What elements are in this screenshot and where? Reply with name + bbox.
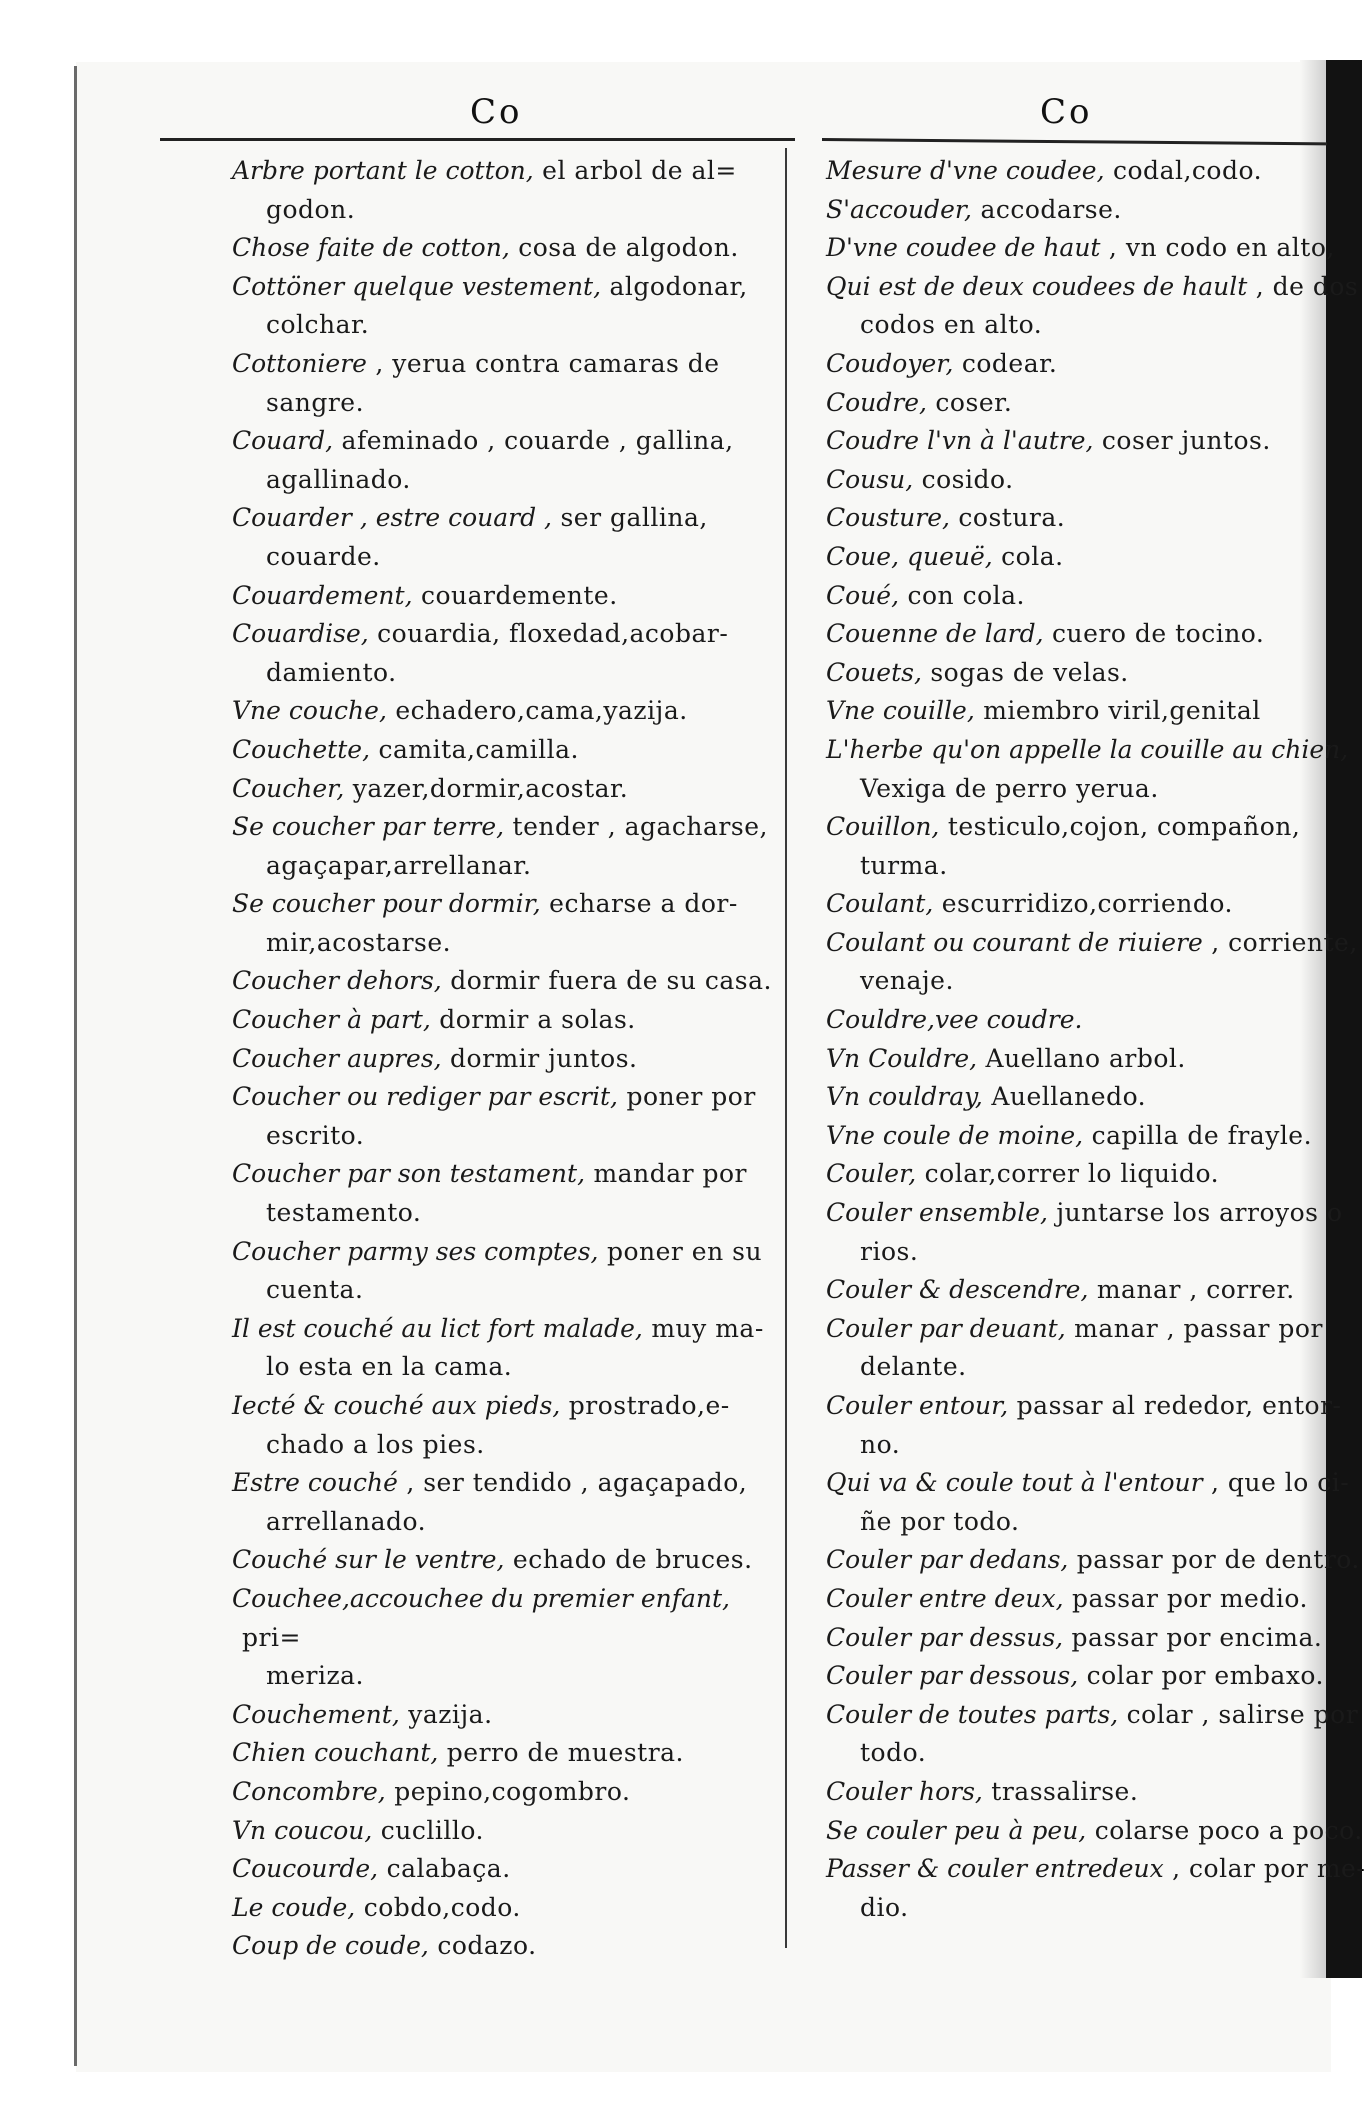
dictionary-entry (232, 731, 772, 770)
dictionary-entry (232, 962, 772, 1001)
dictionary-entry (232, 1001, 772, 1040)
dictionary-column-right (826, 152, 1365, 1927)
dictionary-entry (232, 1040, 772, 1079)
french-headword: Couchette, (232, 734, 371, 764)
dictionary-entry (826, 1657, 1324, 1696)
french-headword: Couardise, (232, 619, 369, 649)
spanish-translation: dio. (860, 1892, 909, 1922)
spanish-translation: rios. (860, 1236, 919, 1266)
french-headword: Couler & descendre, (826, 1275, 1089, 1305)
entry-continuation (826, 962, 1306, 1001)
spanish-translation: testamento. (266, 1198, 422, 1228)
dictionary-entry (232, 229, 772, 268)
spanish-translation: ser gallina, (552, 503, 708, 533)
dictionary-entry (826, 885, 1306, 924)
spanish-translation: agallinado. (266, 464, 411, 494)
dictionary-entry (232, 1696, 772, 1735)
dictionary-entry (232, 1310, 772, 1349)
dictionary-entry (826, 1696, 1359, 1735)
spanish-translation: cobdo,codo. (355, 1892, 521, 1922)
spanish-translation: couardia, floxedad,acobar- (368, 619, 729, 649)
spanish-translation: yazija. (399, 1699, 493, 1729)
french-headword: Couché sur le ventre, (232, 1545, 505, 1575)
dictionary-entry (232, 1773, 772, 1812)
dictionary-entry (826, 1155, 1306, 1194)
spanish-translation: con cola. (899, 580, 1025, 610)
dictionary-entry (232, 885, 772, 924)
entry-continuation (232, 461, 772, 500)
french-headword: Se couler peu à peu, (826, 1815, 1087, 1845)
french-headword: Coucher aupres, (232, 1043, 442, 1073)
page-left-edge (74, 66, 77, 2066)
spanish-translation: damiento. (266, 657, 397, 687)
french-headword: Couenne de lard, (826, 619, 1044, 649)
head-rule-left (160, 138, 795, 141)
french-headword: Coucher, (232, 773, 345, 803)
spanish-translation: passar por medio. (1063, 1583, 1308, 1613)
dictionary-entry (232, 577, 772, 616)
spanish-translation: poner en su (598, 1236, 763, 1266)
spanish-translation: coser juntos. (1093, 426, 1271, 456)
dictionary-entry (826, 1773, 1306, 1812)
spanish-translation: no. (860, 1429, 901, 1459)
entry-continuation (232, 384, 772, 423)
spanish-translation: , que lo ci- (1202, 1468, 1350, 1498)
dictionary-entry (232, 422, 772, 461)
french-headword: Couard, (232, 426, 334, 456)
french-headword: Coudre l'vn à l'autre, (826, 426, 1094, 456)
spanish-translation: mir,acostarse. (266, 927, 452, 957)
french-headword: Coudre, (826, 387, 927, 417)
french-headword: Coué, (826, 580, 900, 610)
spanish-translation: colar , salirse por (1118, 1699, 1359, 1729)
dictionary-entry (232, 1734, 772, 1773)
french-headword: Chien couchant, (232, 1738, 439, 1768)
entry-continuation (826, 306, 1306, 345)
entry-continuation (232, 654, 772, 693)
spanish-translation: colar por embaxo. (1078, 1661, 1324, 1691)
dictionary-entry (826, 499, 1306, 538)
spanish-translation: dormir juntos. (441, 1043, 638, 1073)
french-headword: Coulant, (826, 889, 934, 919)
french-headword: Couarder , estre couard , (232, 503, 552, 533)
spanish-translation: godon. (266, 194, 356, 224)
column-divider (785, 148, 787, 1948)
spanish-translation: agaçapar,arrellanar. (266, 850, 532, 880)
french-headword: Coucher ou rediger par escrit, (232, 1082, 618, 1112)
spanish-translation: accodarse. (972, 194, 1122, 224)
entry-continuation (232, 1271, 772, 1310)
french-headword: Couler par dessus, (826, 1622, 1064, 1652)
spanish-translation: echado de bruces. (504, 1545, 753, 1575)
spanish-translation: todo. (860, 1738, 927, 1768)
french-headword: Coue, queuë, (826, 541, 993, 571)
spanish-translation: passar por encima. (1063, 1622, 1323, 1652)
dictionary-column-left (232, 152, 772, 1966)
spanish-translation: arrellanado. (266, 1506, 427, 1536)
french-headword: Vn Couldre, (826, 1043, 978, 1073)
spanish-translation: trassalirse. (982, 1776, 1139, 1806)
entry-continuation (826, 1348, 1306, 1387)
spanish-translation: , yerua contra camaras de (366, 348, 720, 378)
french-headword: Concombre, (232, 1776, 386, 1806)
french-headword: Mesure d'vne coudee, (826, 156, 1105, 185)
french-headword: Couardement, (232, 580, 413, 610)
dictionary-entry (232, 615, 772, 654)
spanish-translation: sangre. (266, 387, 365, 417)
spanish-translation: dormir fuera de su casa. (441, 966, 772, 996)
spanish-translation: echarse a dor- (540, 889, 738, 919)
spanish-translation: poner por (618, 1082, 756, 1112)
spanish-translation: prostrado,e- (560, 1391, 730, 1420)
spanish-translation: miembro viril,genital (974, 696, 1261, 726)
entry-continuation (826, 1889, 1306, 1928)
french-headword: Estre couché (232, 1468, 398, 1498)
spanish-translation: codazo. (428, 1931, 537, 1961)
dictionary-entry (232, 808, 772, 847)
french-headword: Vn couldray, (826, 1082, 983, 1112)
spanish-translation: coser. (926, 387, 1013, 417)
spanish-translation: capilla de frayle. (1083, 1120, 1313, 1150)
french-headword: Coup de coude, (232, 1931, 429, 1961)
dictionary-entry (826, 1812, 1363, 1851)
french-headword: Couler entour, (826, 1391, 1009, 1420)
dictionary-entry (232, 770, 772, 809)
dictionary-entry (826, 1619, 1323, 1658)
spanish-translation: colar,correr lo liquido. (916, 1159, 1220, 1189)
dictionary-entry (826, 345, 1306, 384)
french-headword: Se coucher pour dormir, (232, 889, 541, 919)
dictionary-entry (826, 538, 1306, 577)
french-headword: Vn coucou, (232, 1815, 373, 1845)
dictionary-entry (232, 152, 772, 191)
spanish-translation: , corriente, (1202, 927, 1358, 957)
dictionary-entry (826, 1040, 1306, 1079)
entry-continuation (232, 1657, 772, 1696)
french-headword: Il est couché au lict fort malade, (232, 1313, 643, 1343)
dictionary-entry (232, 692, 772, 731)
dictionary-entry (826, 1271, 1306, 1310)
entry-continuation (232, 1117, 772, 1156)
french-headword: Vne coule de moine, (826, 1120, 1084, 1150)
french-headword: D'vne coudee de haut (826, 233, 1101, 263)
spanish-translation: colarse poco a poco. (1086, 1815, 1363, 1845)
dictionary-entry (826, 1117, 1313, 1156)
french-headword: Couler hors, (826, 1776, 983, 1806)
spanish-translation: manar , correr. (1088, 1275, 1295, 1305)
spanish-translation: colchar. (266, 310, 370, 340)
dictionary-entry (232, 1889, 772, 1928)
french-headword: Chose faite de cotton, (232, 233, 510, 263)
spanish-translation: algodonar, (601, 271, 748, 301)
dictionary-entry (826, 461, 1306, 500)
french-headword: Coucourde, (232, 1854, 379, 1884)
spanish-translation: meriza. (266, 1661, 364, 1691)
spanish-translation: yazer,dormir,acostar. (344, 773, 629, 803)
spanish-translation: tender , agacharse, (504, 812, 768, 842)
dictionary-entry (826, 1078, 1306, 1117)
spanish-translation: calabaça. (378, 1854, 511, 1884)
spanish-translation: perro de muestra. (438, 1738, 684, 1768)
dictionary-entry (826, 692, 1306, 731)
dictionary-entry (232, 1812, 772, 1851)
spanish-translation: passar al rededor, entor- (1008, 1391, 1342, 1420)
entry-continuation (232, 538, 772, 577)
dictionary-entry (232, 1580, 772, 1657)
entry-continuation (826, 847, 1306, 886)
entry-continuation (232, 924, 772, 963)
french-headword: Couler par dedans, (826, 1545, 1069, 1575)
dictionary-entry (826, 1580, 1306, 1619)
spanish-translation: couardemente. (412, 580, 618, 610)
spanish-translation: sogas de velas. (921, 657, 1129, 687)
spanish-translation: pepino,cogombro. (385, 1776, 631, 1806)
french-headword: Iecté & couché aux pieds, (232, 1391, 561, 1420)
french-headword: Couler entre deux, (826, 1583, 1064, 1613)
entry-continuation (232, 1348, 772, 1387)
spanish-translation: dormir a solas. (430, 1005, 636, 1035)
spanish-translation: Auellano arbol. (977, 1043, 1186, 1073)
spanish-translation: pri= (242, 1622, 301, 1652)
spanish-translation: escurridizo,corriendo. (933, 889, 1233, 919)
french-headword: Coucher par son testament, (232, 1159, 586, 1189)
french-headword: Qui est de deux coudees de hault (826, 271, 1248, 301)
french-headword: Couler, (826, 1159, 917, 1189)
french-headword: Cottoniere (232, 348, 367, 378)
french-headword: Coudoyer, (826, 348, 954, 378)
spanish-translation: cuclillo. (372, 1815, 484, 1845)
french-headword: Passer & couler entredeux (826, 1854, 1164, 1884)
entry-continuation (232, 847, 772, 886)
entry-continuation (826, 770, 1306, 809)
dictionary-entry (826, 1387, 1342, 1426)
dictionary-entry (826, 1464, 1350, 1503)
french-headword: Couldre,vee coudre. (826, 1005, 1083, 1035)
french-headword: L'herbe qu'on appelle la couille au chien, (826, 734, 1349, 764)
dictionary-entry (826, 1850, 1365, 1889)
dictionary-entry (232, 1233, 772, 1272)
dictionary-entry (232, 1850, 772, 1889)
adjacent-page-edge (1326, 60, 1362, 1978)
spanish-translation: Auellanedo. (982, 1082, 1147, 1112)
french-headword: Coucher parmy ses comptes, (232, 1236, 599, 1266)
entry-continuation (826, 1426, 1306, 1465)
spanish-translation: echadero,cama,yazija. (386, 696, 688, 726)
french-headword: Couler ensemble, (826, 1198, 1048, 1228)
dictionary-entry (826, 1001, 1306, 1040)
dictionary-entry (232, 1387, 772, 1426)
french-headword: Coucher à part, (232, 1005, 431, 1035)
dictionary-entry (232, 499, 772, 538)
running-head-right: Co (1040, 92, 1093, 132)
entry-continuation (232, 191, 772, 230)
french-headword: Qui va & coule tout à l'entour (826, 1468, 1203, 1498)
dictionary-entry (826, 384, 1306, 423)
french-headword: Couchee,accouchee du premier enfant, (232, 1583, 730, 1613)
spanish-translation: codos en alto. (860, 310, 1043, 340)
french-headword: Cousu, (826, 464, 914, 494)
french-headword: Coucher dehors, (232, 966, 442, 996)
dictionary-entry (232, 268, 772, 307)
french-headword: Le coude, (232, 1892, 356, 1922)
spanish-translation: cosa de algodon. (509, 233, 739, 263)
dictionary-entry (826, 731, 1349, 770)
french-headword: Couler par deuant, (826, 1313, 1066, 1343)
spanish-translation: cuenta. (266, 1275, 364, 1305)
spanish-translation: mandar por (585, 1159, 748, 1189)
spanish-translation: delante. (860, 1352, 967, 1382)
french-headword: S'accouder, (826, 194, 973, 224)
entry-continuation (826, 1233, 1306, 1272)
spanish-translation: , vn codo en alto, (1100, 233, 1335, 263)
french-headword: Cottöner quelque vestement, (232, 271, 602, 301)
spanish-translation: afeminado , couarde , gallina, (333, 426, 734, 456)
dictionary-entry (826, 577, 1306, 616)
dictionary-entry (826, 1194, 1343, 1233)
spanish-translation: camita,camilla. (370, 734, 579, 764)
entry-continuation (232, 1194, 772, 1233)
spanish-translation: cosido. (913, 464, 1014, 494)
spanish-translation: manar , passar por (1065, 1313, 1323, 1343)
spanish-translation: , ser tendido , agaçapado, (397, 1468, 748, 1498)
french-headword: Se coucher par terre, (232, 812, 505, 842)
spanish-translation: couarde. (266, 541, 381, 571)
entry-continuation (826, 1503, 1306, 1542)
entry-continuation (232, 1503, 772, 1542)
french-headword: Vne couille, (826, 696, 975, 726)
entry-continuation (232, 306, 772, 345)
dictionary-entry (826, 152, 1306, 191)
spanish-translation: juntarse los arroyos o (1047, 1198, 1343, 1228)
spanish-translation: Vexiga de perro yerua. (860, 773, 1159, 803)
french-headword: Arbre portant le cotton, (232, 156, 534, 185)
spanish-translation: , colar por me- (1163, 1854, 1365, 1884)
dictionary-entry (232, 1541, 772, 1580)
dictionary-entry (826, 1541, 1360, 1580)
spanish-translation: el arbol de al= (533, 156, 737, 185)
dictionary-entry (232, 1155, 772, 1194)
spanish-translation: lo esta en la cama. (266, 1352, 513, 1382)
spanish-translation: escrito. (266, 1120, 365, 1150)
dictionary-entry (826, 191, 1306, 230)
french-headword: Couets, (826, 657, 922, 687)
dictionary-entry (232, 345, 772, 384)
spanish-translation: ñe por todo. (860, 1506, 1020, 1536)
french-headword: Couillon, (826, 812, 940, 842)
dictionary-entry (826, 654, 1306, 693)
dictionary-entry (826, 615, 1306, 654)
dictionary-entry (826, 229, 1335, 268)
spanish-translation: codear. (953, 348, 1058, 378)
entry-continuation (232, 1426, 772, 1465)
spanish-translation: testiculo,cojon, compañon, (939, 812, 1301, 842)
french-headword: Couchement, (232, 1699, 400, 1729)
spanish-translation: venaje. (860, 966, 954, 996)
running-head-left: Co (470, 92, 523, 132)
spanish-translation: costura. (949, 503, 1066, 533)
dictionary-entry (826, 422, 1306, 461)
spanish-translation: chado a los pies. (266, 1429, 485, 1459)
spanish-translation: codal,codo. (1104, 156, 1263, 185)
french-headword: Couler par dessous, (826, 1661, 1079, 1691)
spanish-translation: , de dos (1247, 271, 1359, 301)
french-headword: Vne couche, (232, 696, 387, 726)
french-headword: Coulant ou courant de riuiere (826, 927, 1203, 957)
dictionary-entry (826, 924, 1358, 963)
dictionary-entry (232, 1078, 772, 1117)
spanish-translation: turma. (860, 850, 948, 880)
dictionary-entry (232, 1464, 772, 1503)
dictionary-entry (232, 1927, 772, 1966)
french-headword: Couler de toutes parts, (826, 1699, 1119, 1729)
spanish-translation: passar por de dentro. (1068, 1545, 1360, 1575)
entry-continuation (826, 1734, 1306, 1773)
french-headword: Cousture, (826, 503, 950, 533)
spanish-translation: cuero de tocino. (1043, 619, 1265, 649)
dictionary-entry (826, 1310, 1323, 1349)
dictionary-entry (826, 808, 1306, 847)
spanish-translation: muy ma- (642, 1313, 764, 1343)
dictionary-entry (826, 268, 1359, 307)
spanish-translation: cola. (992, 541, 1064, 571)
